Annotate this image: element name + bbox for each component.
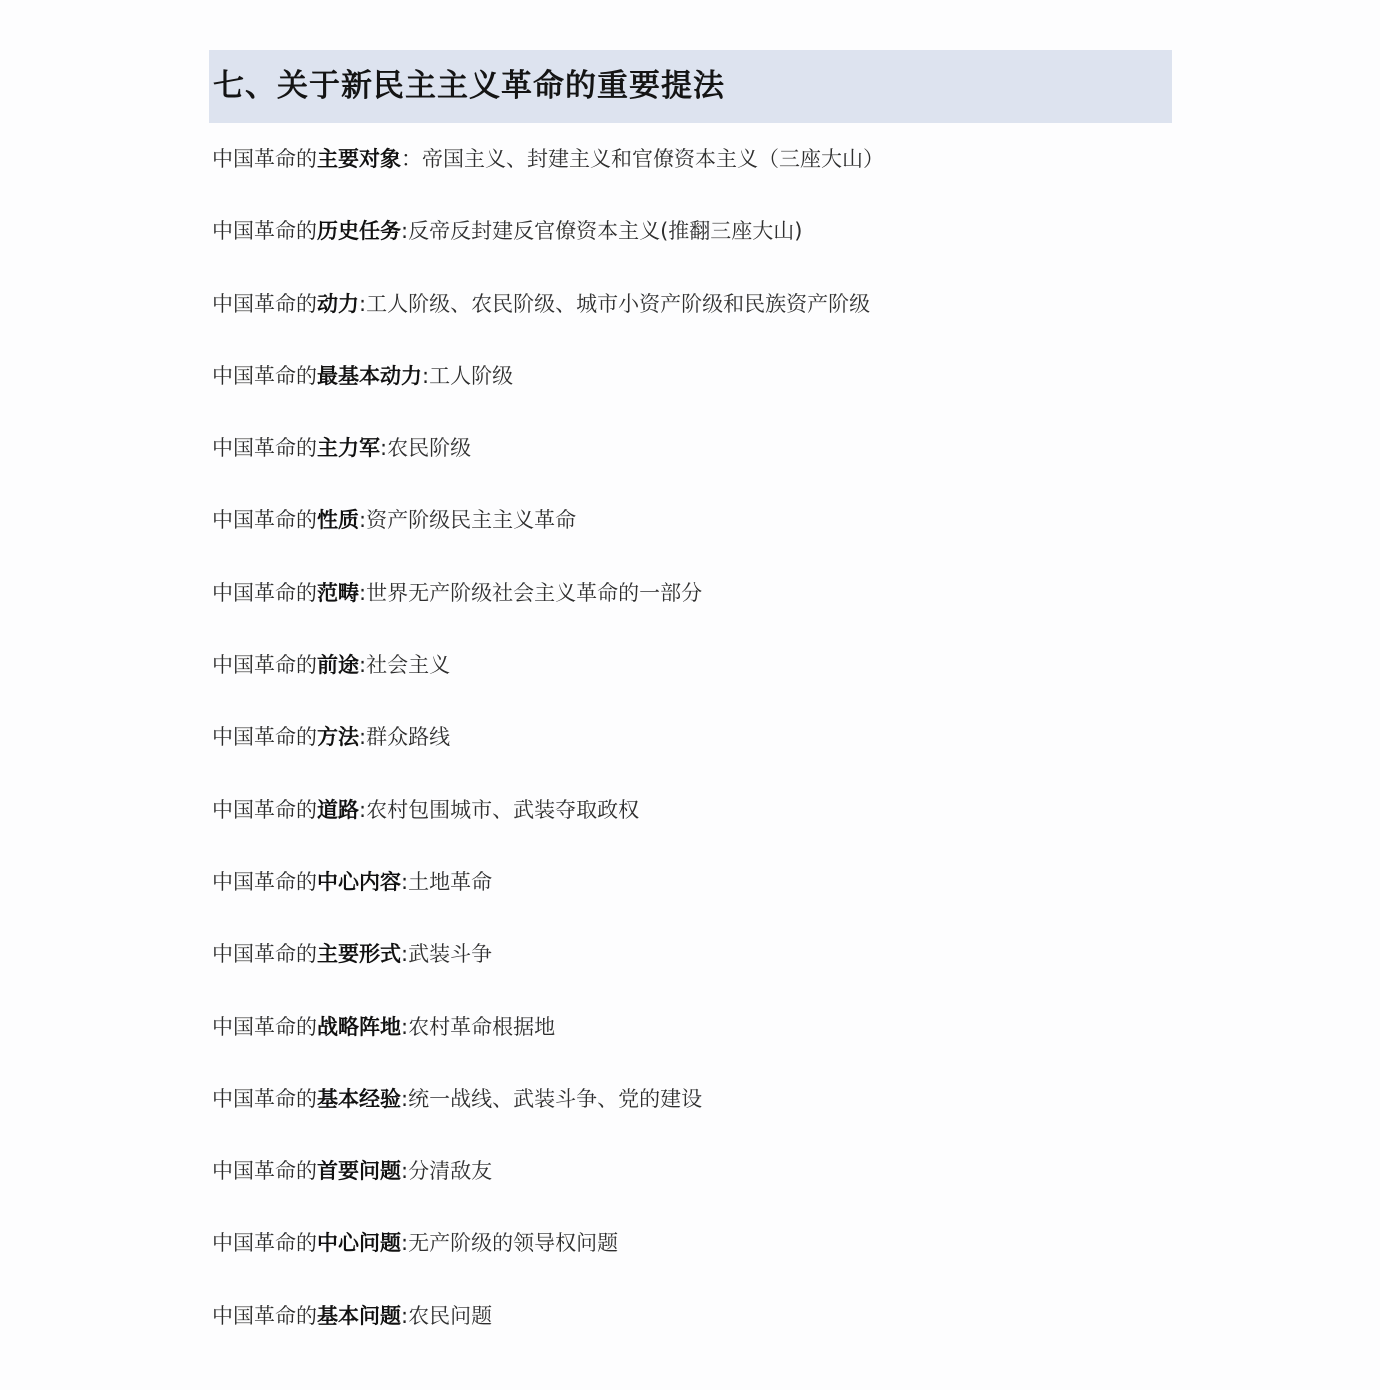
item-description: 农村革命根据地 — [408, 1014, 556, 1039]
list-item — [212, 788, 884, 860]
item-term: 首要问题 — [317, 1159, 401, 1184]
list-item — [212, 354, 884, 426]
item-separator: : — [359, 653, 367, 678]
item-prefix: 中国革命的 — [212, 653, 317, 678]
list-item — [212, 715, 884, 787]
list-item — [212, 282, 884, 354]
list-item — [212, 932, 884, 1004]
list-item — [212, 209, 884, 281]
item-separator: : — [359, 725, 367, 750]
list-item — [212, 1294, 884, 1366]
item-term: 中心问题 — [317, 1231, 401, 1256]
list-item — [212, 643, 884, 715]
item-prefix: 中国革命的 — [212, 147, 317, 171]
list-item — [212, 1077, 884, 1149]
list-item — [212, 1221, 884, 1293]
list-item — [212, 1149, 884, 1221]
item-prefix: 中国革命的 — [212, 508, 317, 533]
item-description: 世界无产阶级社会主义革命的一部分 — [366, 580, 703, 605]
item-description: 土地革命 — [408, 869, 493, 894]
item-term: 基本经验 — [317, 1086, 401, 1111]
item-separator: : — [422, 363, 430, 388]
item-separator: : — [401, 1086, 409, 1111]
list-item — [212, 426, 884, 498]
item-description: 农民阶级 — [387, 436, 472, 461]
item-term: 主要形式 — [317, 942, 401, 967]
section-heading-band — [209, 50, 1172, 123]
list-item — [212, 860, 884, 932]
item-prefix: 中国革命的 — [212, 942, 317, 967]
list-item — [212, 498, 884, 570]
item-term: 主力军 — [317, 436, 380, 461]
item-description: 工人阶级 — [429, 363, 514, 388]
list-item — [212, 137, 884, 209]
item-term: 历史任务 — [317, 219, 401, 244]
item-prefix: 中国革命的 — [212, 1159, 317, 1184]
item-separator: : — [359, 797, 367, 822]
item-prefix: 中国革命的 — [212, 1014, 317, 1039]
item-separator: : — [359, 580, 367, 605]
item-description: 帝国主义、封建主义和官僚资本主义（三座大山） — [422, 147, 884, 171]
item-term: 性质 — [317, 508, 359, 533]
item-term: 范畴 — [317, 580, 359, 605]
item-separator: : — [401, 942, 409, 967]
item-prefix: 中国革命的 — [212, 219, 317, 244]
item-description: 分清敌友 — [408, 1159, 493, 1184]
item-separator: : — [401, 869, 409, 894]
item-separator: : — [359, 291, 367, 316]
item-separator: : — [359, 508, 367, 533]
item-description: 资产阶级民主主义革命 — [366, 508, 577, 533]
item-term: 方法 — [317, 725, 359, 750]
item-description: 武装斗争 — [408, 942, 493, 967]
item-term: 动力 — [317, 291, 359, 316]
item-term: 最基本动力 — [317, 363, 422, 388]
item-separator: : — [380, 436, 388, 461]
item-separator: : — [401, 1303, 409, 1328]
item-term: 中心内容 — [317, 869, 401, 894]
item-description: 工人阶级、农民阶级、城市小资产阶级和民族资产阶级 — [366, 291, 871, 316]
item-description: 统一战线、武装斗争、党的建设 — [408, 1086, 703, 1111]
item-separator: : — [401, 219, 409, 244]
list-item — [212, 571, 884, 643]
item-prefix: 中国革命的 — [212, 797, 317, 822]
key-terms-list — [212, 137, 884, 1366]
item-description: 农民问题 — [408, 1303, 493, 1328]
item-term: 战略阵地 — [317, 1014, 401, 1039]
item-separator: : — [401, 1014, 409, 1039]
item-separator: : — [401, 1231, 409, 1256]
item-prefix: 中国革命的 — [212, 725, 317, 750]
item-term: 前途 — [317, 653, 359, 678]
item-prefix: 中国革命的 — [212, 363, 317, 388]
item-prefix: 中国革命的 — [212, 1231, 317, 1256]
section-title: 七、关于新民主主义革命的重要提法 — [213, 68, 725, 104]
item-prefix: 中国革命的 — [212, 1303, 317, 1328]
item-description: 群众路线 — [366, 725, 451, 750]
item-prefix: 中国革命的 — [212, 580, 317, 605]
list-item — [212, 1005, 884, 1077]
item-term: 基本问题 — [317, 1303, 401, 1328]
item-term: 主要对象 — [317, 147, 401, 171]
item-description: 农村包围城市、武装夺取政权 — [366, 797, 640, 822]
item-prefix: 中国革命的 — [212, 869, 317, 894]
item-description: 无产阶级的领导权问题 — [408, 1231, 619, 1256]
item-term: 道路 — [317, 797, 359, 822]
item-prefix: 中国革命的 — [212, 436, 317, 461]
item-description: 社会主义 — [366, 653, 451, 678]
item-separator: : — [401, 1159, 409, 1184]
item-separator: ： — [401, 147, 422, 171]
item-description: 反帝反封建反官僚资本主义(推翻三座大山) — [408, 219, 803, 244]
item-prefix: 中国革命的 — [212, 291, 317, 316]
item-prefix: 中国革命的 — [212, 1086, 317, 1111]
